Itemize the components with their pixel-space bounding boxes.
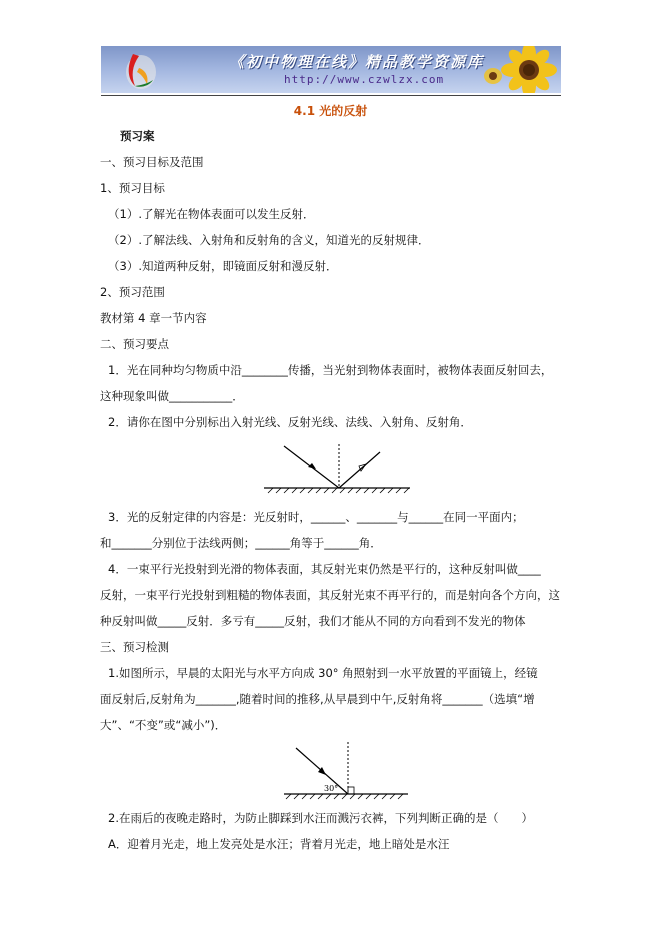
logo-icon xyxy=(119,48,159,92)
text-line: 1.如图所示，早晨的太阳光与水平方向成 30° 角照射到一水平放置的平面镜上，经镜 xyxy=(108,666,538,680)
text-line: 2、预习范围 xyxy=(100,285,165,299)
reflection-diagram-1 xyxy=(262,442,412,494)
text-line: 这种现象叫做___________． xyxy=(100,389,244,403)
section-heading: 预习案 xyxy=(120,129,155,143)
text-line: A．迎着月光走，地上发亮处是水汪；背着月光走，地上暗处是水汪 xyxy=(108,837,450,851)
text-line: （1）.了解光在物体表面可以发生反射． xyxy=(108,207,315,221)
text-line: 1、预习目标 xyxy=(100,181,165,195)
text-line: 2．请你在图中分别标出入射光线、反射光线、法线、入射角、反射角． xyxy=(108,415,472,429)
angle-label: 30° xyxy=(324,784,339,793)
header-divider xyxy=(101,95,561,96)
text-line: 种反射叫做_____反射．多亏有_____反射，我们才能从不同的方向看到不发光的物体 xyxy=(100,614,526,628)
text-line: （3）.知道两种反射，即镜面反射和漫反射． xyxy=(108,259,338,273)
text-line: 1．光在同种均匀物质中沿________传播，当光射到物体表面时，被物体表面反射回去， xyxy=(108,363,553,377)
text-line: （2）.了解法线、入射角和反射角的含义，知道光的反射规律． xyxy=(108,233,430,247)
text-line: 大”、“不变”或“减小”)． xyxy=(100,718,227,732)
page-title: 4.1 光的反射 xyxy=(293,104,368,118)
text-line: 4．一束平行光投射到光滑的物体表面，其反射光束仍然是平行的，这种反射叫做____ xyxy=(108,562,541,576)
banner-url[interactable]: http://www.czwlzx.com xyxy=(284,73,445,86)
reflection-diagram-2 xyxy=(282,740,410,802)
header-banner xyxy=(101,46,561,93)
banner-title: 《初中物理在线》精品教学资源库 xyxy=(229,53,485,71)
text-line: 二、预习要点 xyxy=(100,337,169,351)
text-line: 反射，一束平行光投射到粗糙的物体表面，其反射光束不再平行的，而是射向各个方向，这 xyxy=(100,588,560,602)
sunflower-icon xyxy=(481,46,561,93)
text-line: 3．光的反射定律的内容是：光反射时，______、_______与______在同一平面内； xyxy=(108,510,524,524)
text-line: 2.在雨后的夜晚走路时，为防止脚踩到水汪而溅污衣裤，下列判断正确的是（ ） xyxy=(108,811,533,825)
text-line: 教材第 4 章一节内容 xyxy=(100,311,207,325)
text-line: 和_______分别位于法线两侧；______角等于______角． xyxy=(100,536,382,550)
text-line: 三、预习检测 xyxy=(100,640,169,654)
text-line: 一、预习目标及范围 xyxy=(100,155,204,169)
text-line: 面反射后,反射角为_______,随着时间的推移,从早晨到中午,反射角将_______（选填“增 xyxy=(100,692,535,706)
